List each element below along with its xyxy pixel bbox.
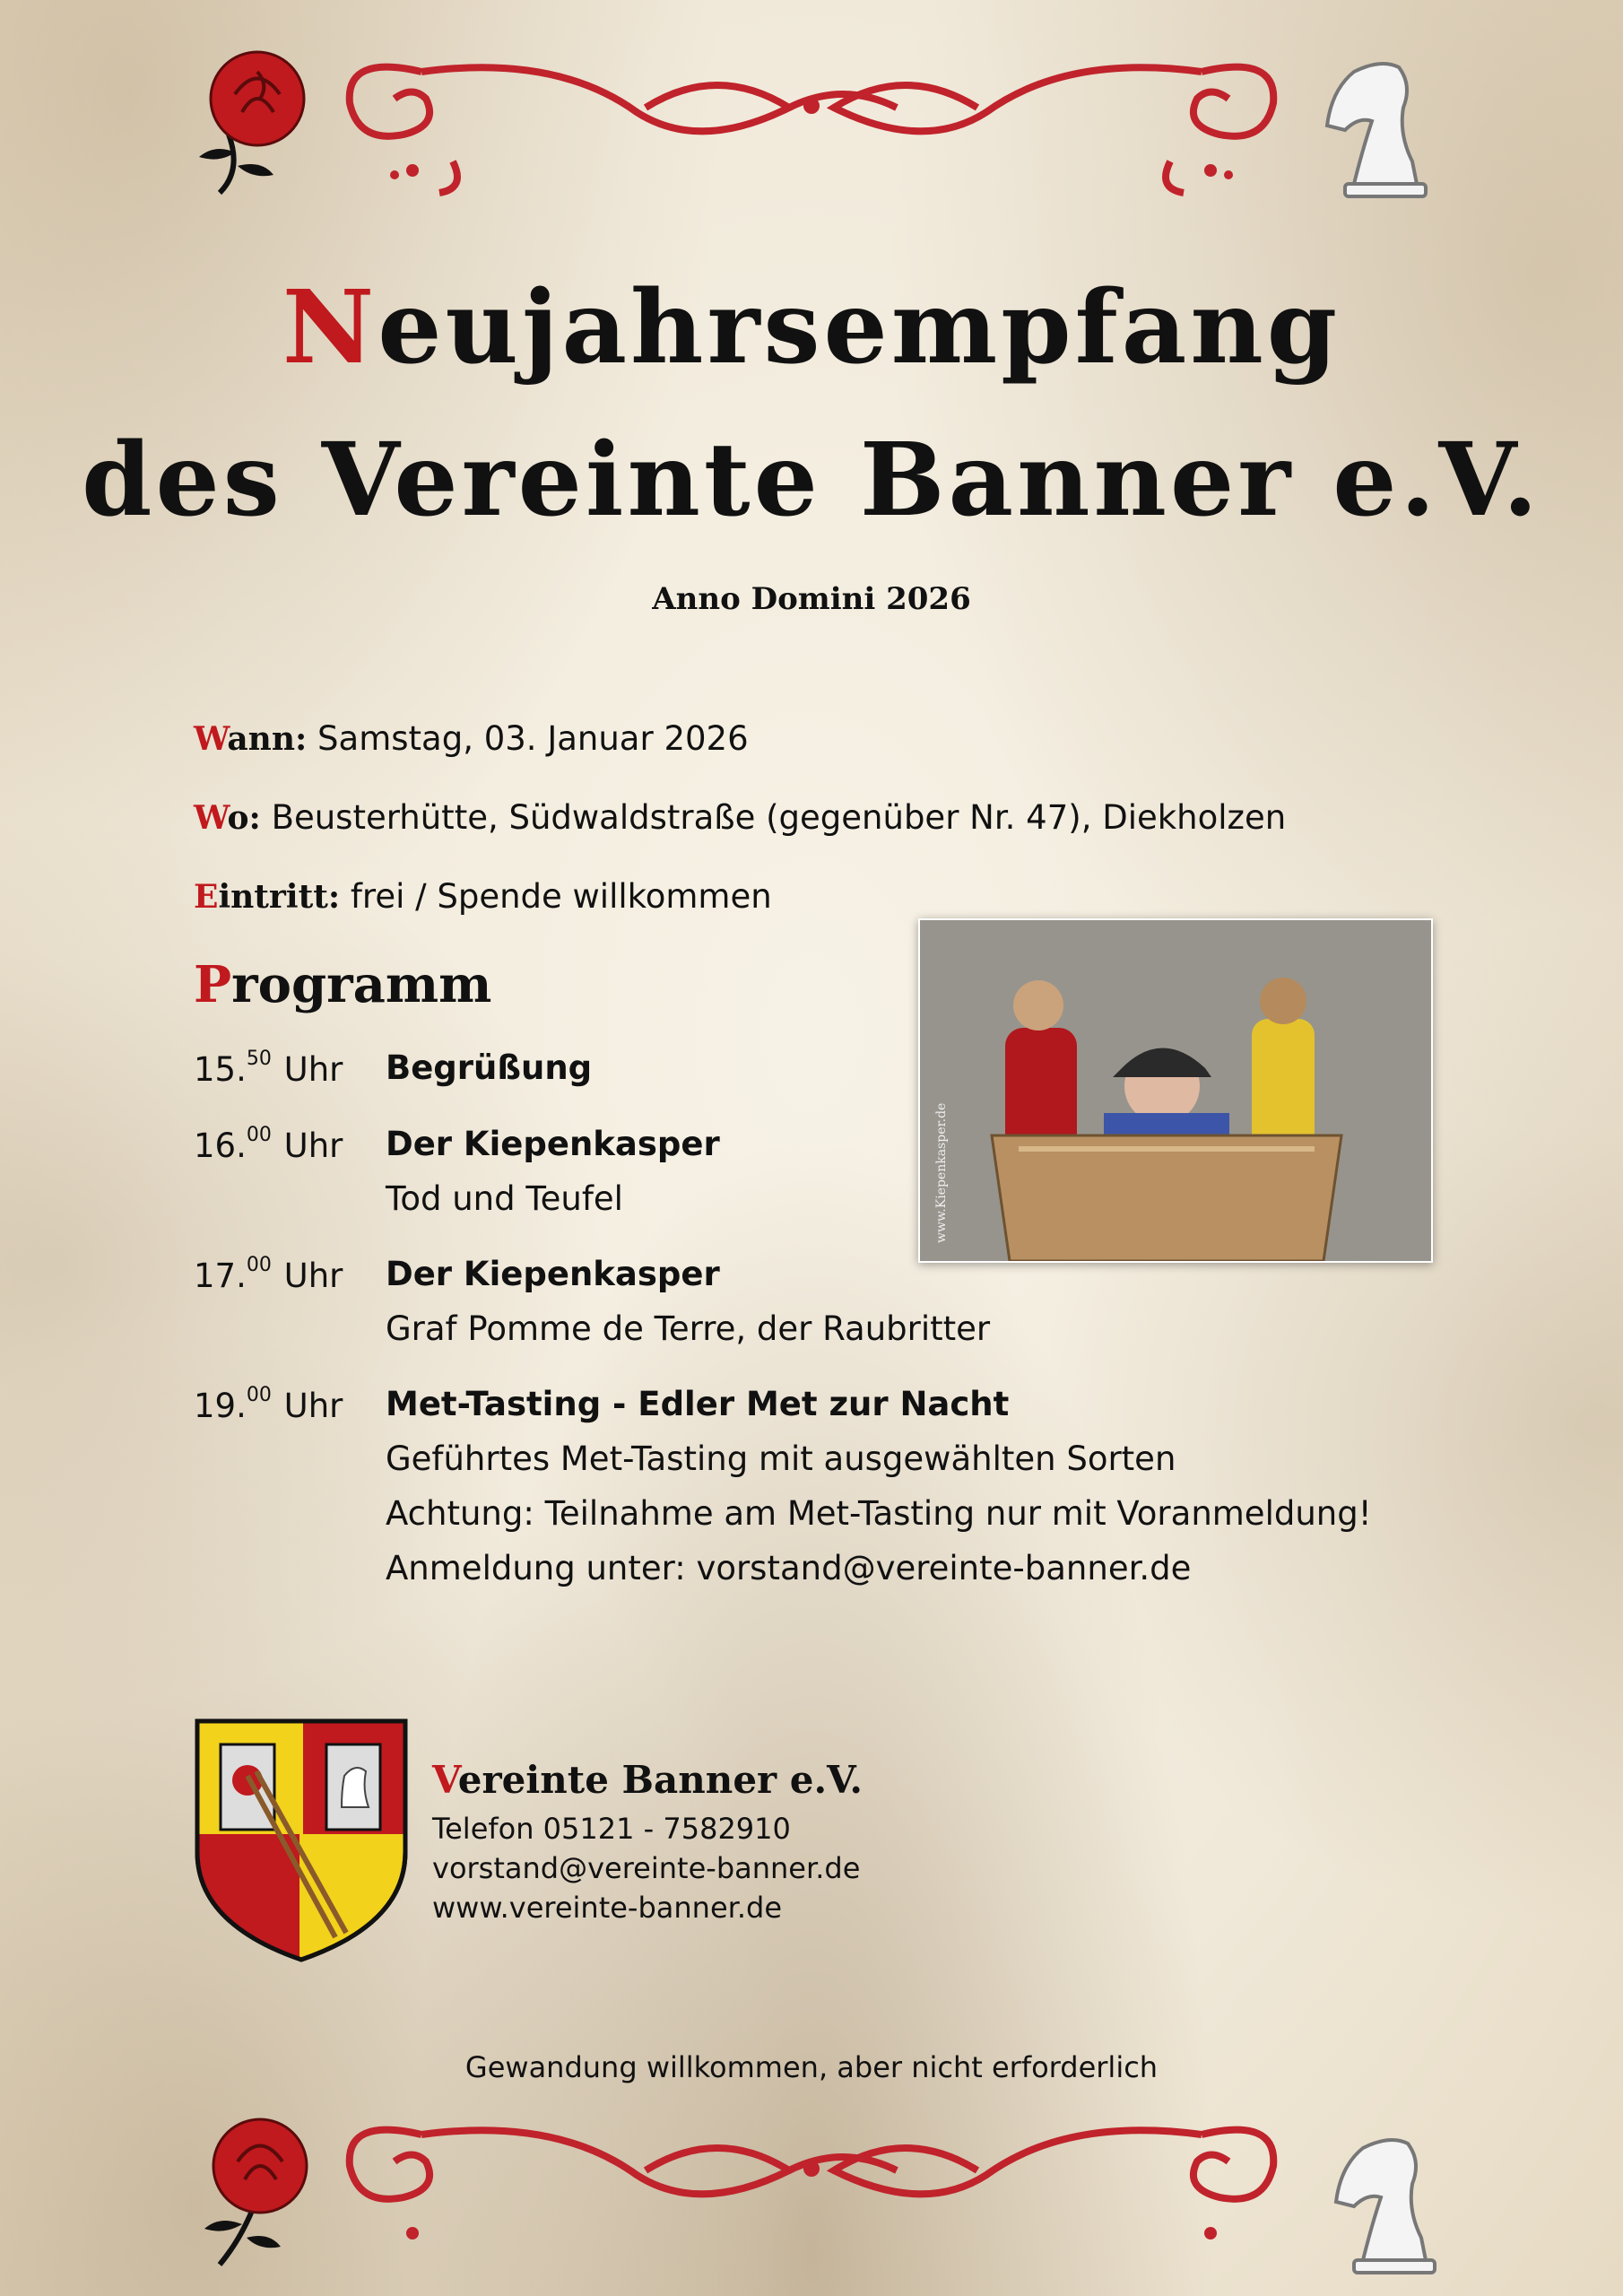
program-time: 16.00 Uhr [194, 1124, 343, 1165]
footer-web[interactable]: www.vereinte-banner.de [432, 1891, 783, 1925]
title-rest: eujahrsempfang [378, 269, 1341, 387]
knight-chess-icon [1336, 2140, 1435, 2273]
page-title [0, 269, 1623, 387]
title-initial: N [282, 269, 378, 387]
program-time: 19.00 Uhr [194, 1384, 343, 1425]
flourish-ornament [350, 67, 1274, 193]
footer-club-name: Vereinte Banner e.V. [432, 1758, 864, 1802]
program-time: 17.00 Uhr [194, 1254, 343, 1295]
detail-where: Wo: Beusterhütte, Südwaldstraße (gegenüber Nr. 47), Diekholzen [194, 798, 1287, 837]
page-title-line2: des Vereinte Banner e.V. [82, 422, 1541, 539]
program-item: Der Kiepenkasper Tod und Teufel [386, 1125, 720, 1218]
detail-entry: Eintritt: frei / Spende willkommen [194, 877, 772, 916]
footer-phone: Telefon 05121 - 7582910 [432, 1812, 791, 1846]
rose-icon [199, 52, 304, 193]
bottom-ornament [0, 2081, 1623, 2296]
program-item: Met-Tasting - Edler Met zur Nacht Geführtes Met-Tasting mit ausgewählten Sorten Achtung: Teilnahme am Met-Tasting nur mit Voranmeldung! Anmeldung unter: vorstand@vereinte-banner.de [386, 1385, 1372, 1587]
top-ornament [0, 0, 1623, 215]
puppet-photo [918, 918, 1433, 1263]
knight-chess-icon [1327, 64, 1426, 196]
program-heading: Programm [194, 955, 492, 1014]
program-item: Begrüßung [386, 1048, 593, 1087]
dress-note: Gewandung willkommen, aber nicht erforderlich [464, 2050, 1159, 2084]
subtitle: Anno Domini 2026 [652, 581, 971, 617]
program-time: 15.50 Uhr [194, 1048, 343, 1089]
detail-when: Wann: Samstag, 03. Januar 2026 [194, 719, 749, 758]
rose-icon [204, 2119, 307, 2265]
coat-of-arms [194, 1718, 409, 1964]
program-item: Der Kiepenkasper Graf Pomme de Terre, der Raubritter [386, 1255, 991, 1348]
footer-email[interactable]: vorstand@vereinte-banner.de [432, 1851, 861, 1885]
photo-watermark: www.Kiepenkasper.de [934, 1102, 949, 1243]
